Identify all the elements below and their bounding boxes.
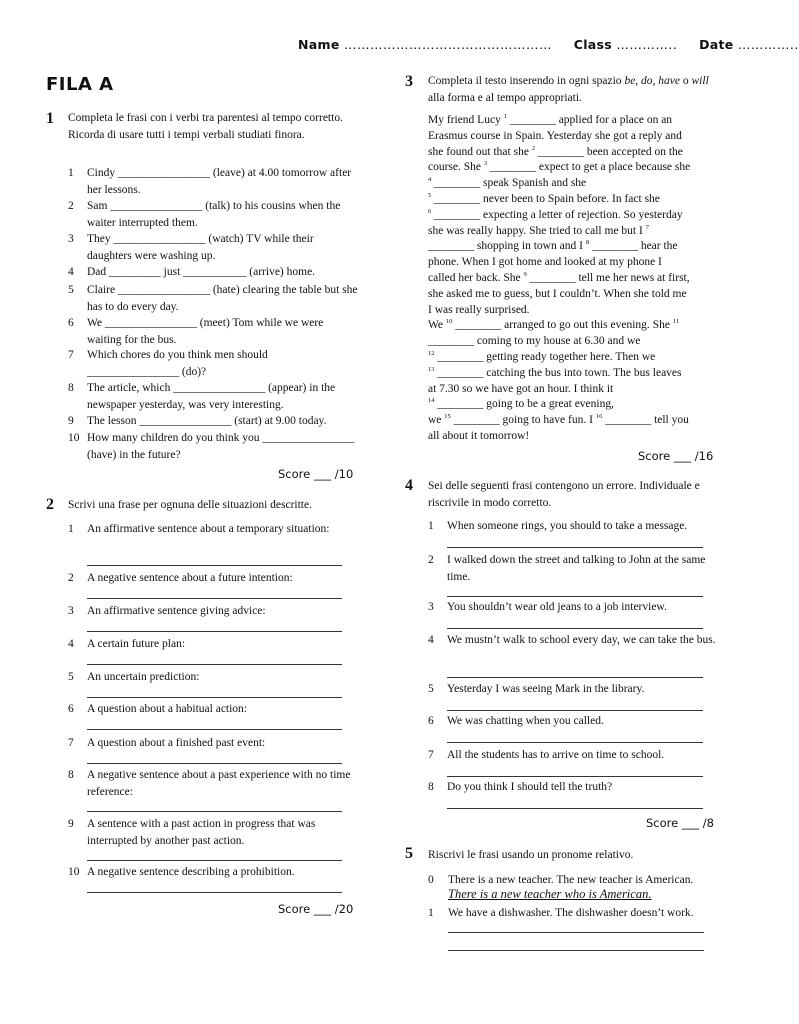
answer-line[interactable]: [87, 565, 342, 566]
date-label: Date: [699, 37, 734, 52]
item-text: A negative sentence about a future intention:: [87, 572, 293, 584]
answer-line[interactable]: [87, 729, 342, 730]
date-field[interactable]: …………..: [737, 37, 799, 52]
answer-line[interactable]: [447, 547, 703, 548]
item-number: 7: [68, 737, 74, 749]
item-text: You shouldn’t wear old jeans to a job interview.: [447, 601, 667, 613]
exercise-5-instruction: Riscrivi le frasi usando un pronome relativo.: [428, 849, 634, 861]
item-number: 6: [428, 715, 434, 727]
item-number: 4: [68, 638, 74, 650]
exercise-2-instruction: Scrivi una frase per ognuna delle situazioni descritte.: [68, 499, 312, 511]
item-number: 3: [68, 605, 74, 617]
item-text: A negative sentence describing a prohibition.: [87, 866, 295, 878]
item-text: A question about a habitual action:: [87, 703, 248, 715]
item-text: How many children do you think you ________________ (have) in the future?: [87, 432, 355, 461]
item-text: They ________________ (watch) TV while their daughters were washing up.: [87, 233, 314, 262]
exercise-5-number: 5: [405, 845, 413, 862]
item-text: Dad _________ just ___________ (arrive) home.: [87, 266, 316, 278]
item-text: We was chatting when you called.: [447, 715, 604, 727]
item-text: A question about a finished past event:: [87, 737, 266, 749]
answer-line[interactable]: [87, 892, 342, 893]
answer-line[interactable]: [87, 811, 342, 812]
item-text: Yesterday I was seeing Mark in the library.: [447, 683, 645, 695]
item-number: 4: [428, 634, 434, 646]
exercise-3-instruction: Completa il testo inserendo in ogni spazio be, do, have o will alla forma e al tempo appropriati.: [428, 75, 709, 104]
item-number: 2: [428, 554, 434, 566]
item-number: 10: [68, 866, 80, 878]
page-title: FILA A: [46, 74, 114, 95]
item-number: 1: [68, 167, 74, 179]
item-number: 1: [428, 520, 434, 532]
item-number: 9: [68, 415, 74, 427]
answer-line[interactable]: [87, 664, 342, 665]
item-text: All the students has to arrive on time to school.: [447, 749, 665, 761]
answer-line[interactable]: [87, 598, 342, 599]
item-number: 8: [68, 769, 74, 781]
item-text: Claire ________________ (hate) clearing the table but she has to do every day.: [87, 284, 358, 313]
item-number: 6: [68, 703, 74, 715]
exercise-1-score: Score ___ /10: [278, 467, 354, 481]
answer-line[interactable]: [447, 596, 703, 597]
item-number: 8: [428, 781, 434, 793]
item-number: 3: [428, 601, 434, 613]
answer-line[interactable]: [447, 776, 703, 777]
item-text: We ________________ (meet) Tom while we were waiting for the bus.: [87, 317, 324, 346]
item-text: When someone rings, you should to take a message.: [447, 520, 688, 532]
exercise-4-score: Score ___ /8: [646, 816, 714, 830]
answer-line[interactable]: [447, 710, 703, 711]
item-number: 1: [68, 523, 74, 535]
exercise-3-number: 3: [405, 73, 413, 90]
item-text: A sentence with a past action in progress that was interrupted by another past action.: [87, 818, 316, 847]
answer-line[interactable]: [448, 950, 704, 951]
item-text: The article, which ________________ (appear) in the newspaper yesterday, was very interesting.: [87, 382, 336, 411]
exercise-1-number: 1: [46, 110, 54, 127]
item-number: 7: [68, 349, 74, 361]
item-number: 3: [68, 233, 74, 245]
item-text: We mustn’t walk to school every day, we can take the bus.: [447, 634, 716, 646]
item-number: 10: [68, 432, 80, 444]
item-number: 4: [68, 266, 74, 278]
exercise-3-score: Score ___ /16: [638, 449, 714, 463]
item-number: 5: [68, 284, 74, 296]
item-text: A certain future plan:: [87, 638, 186, 650]
item-number: 5: [68, 671, 74, 683]
item-text: The lesson ________________ (start) at 9.00 today.: [87, 415, 327, 427]
item-number: 9: [68, 818, 74, 830]
answer-line[interactable]: [87, 763, 342, 764]
item-text: A negative sentence about a past experience with no time reference:: [87, 769, 351, 798]
exercise-2-score: Score ___ /20: [278, 902, 354, 916]
exercise-4-instruction: Sei delle seguenti frasi contengono un errore. Individuale e riscrivile in modo corretto.: [428, 480, 700, 509]
answer-line[interactable]: [448, 932, 704, 933]
item-text: An uncertain prediction:: [87, 671, 200, 683]
answer-line[interactable]: [87, 697, 342, 698]
answer-line[interactable]: [447, 677, 703, 678]
answer-line[interactable]: [87, 860, 342, 861]
answer-line[interactable]: [87, 631, 342, 632]
exercise-3-gap-text: My friend Lucy $^1$ ________ applied for a place on an Erasmus course in Spain. Yesterday she got a reply and she found out that she $^2$ ________ been accepted on the course. She $^3$ ________ expect to get a place because she $^4$ ________ speak Spanish and she $^5$ ________ never been to Spain before. In fact she $^6$ ________ expecting a letter of rejection. So yesterday she was really happy. She tried to call me but I $^7$ ________ shopping in town and I $^8$ ________ hear the phone. When I got home and looked at my phone I called her back. She $^9$ ________ tell me her news at first, she asked me to guess, but I couldn’t. When she told me I was really surprised. We $^{10}$ ________ arranged to go out this evening. She $^{11}$ ________ coming to my house at 6.30 and we $^{12}$ ________ getting ready together here. Then we $^{13}$ ________ catching the bus into town. The bus leaves at 7.30 so we have got an hour. I think it $^{14}$ ________ going to be a great evening, we $^{15}$ ________ going to have fun. I $^{16}$ ________ tell you all about it tomorrow!: [428, 113, 691, 442]
item-text: Which chores do you think men should ________________ (do)?: [87, 349, 268, 378]
exercise-2-number: 2: [46, 496, 54, 513]
item-number: 5: [428, 683, 434, 695]
class-field[interactable]: …………..: [616, 37, 678, 52]
student-info-header: [298, 37, 799, 52]
item-text: Sam ________________ (talk) to his cousins when the waiter interrupted them.: [87, 200, 341, 229]
name-label: Name: [298, 37, 340, 52]
name-field[interactable]: …………………………………………: [343, 37, 552, 52]
item-number: 2: [68, 200, 74, 212]
item-number: 8: [68, 382, 74, 394]
item-number: 7: [428, 749, 434, 761]
example-answer: There is a new teacher who is American.: [448, 887, 652, 901]
exercise-4-number: 4: [405, 477, 413, 494]
item-text: Cindy ________________ (leave) at 4.00 tomorrow after her lessons.: [87, 167, 352, 196]
item-text: Do you think I should tell the truth?: [447, 781, 613, 793]
class-label: Class: [573, 37, 613, 52]
answer-line[interactable]: [447, 808, 703, 809]
answer-line[interactable]: [447, 628, 703, 629]
item-number: 2: [68, 572, 74, 584]
item-text: An affirmative sentence about a temporary situation:: [87, 523, 330, 535]
answer-line[interactable]: [447, 742, 703, 743]
exercise-1-instruction: Completa le frasi con i verbi tra parentesi al tempo corretto. Ricorda di usare tutti i tempi verbali studiati finora.: [68, 112, 343, 141]
item-text: An affirmative sentence giving advice:: [87, 605, 266, 617]
item-text: I walked down the street and talking to John at the same time.: [447, 554, 706, 583]
item-number: 6: [68, 317, 74, 329]
